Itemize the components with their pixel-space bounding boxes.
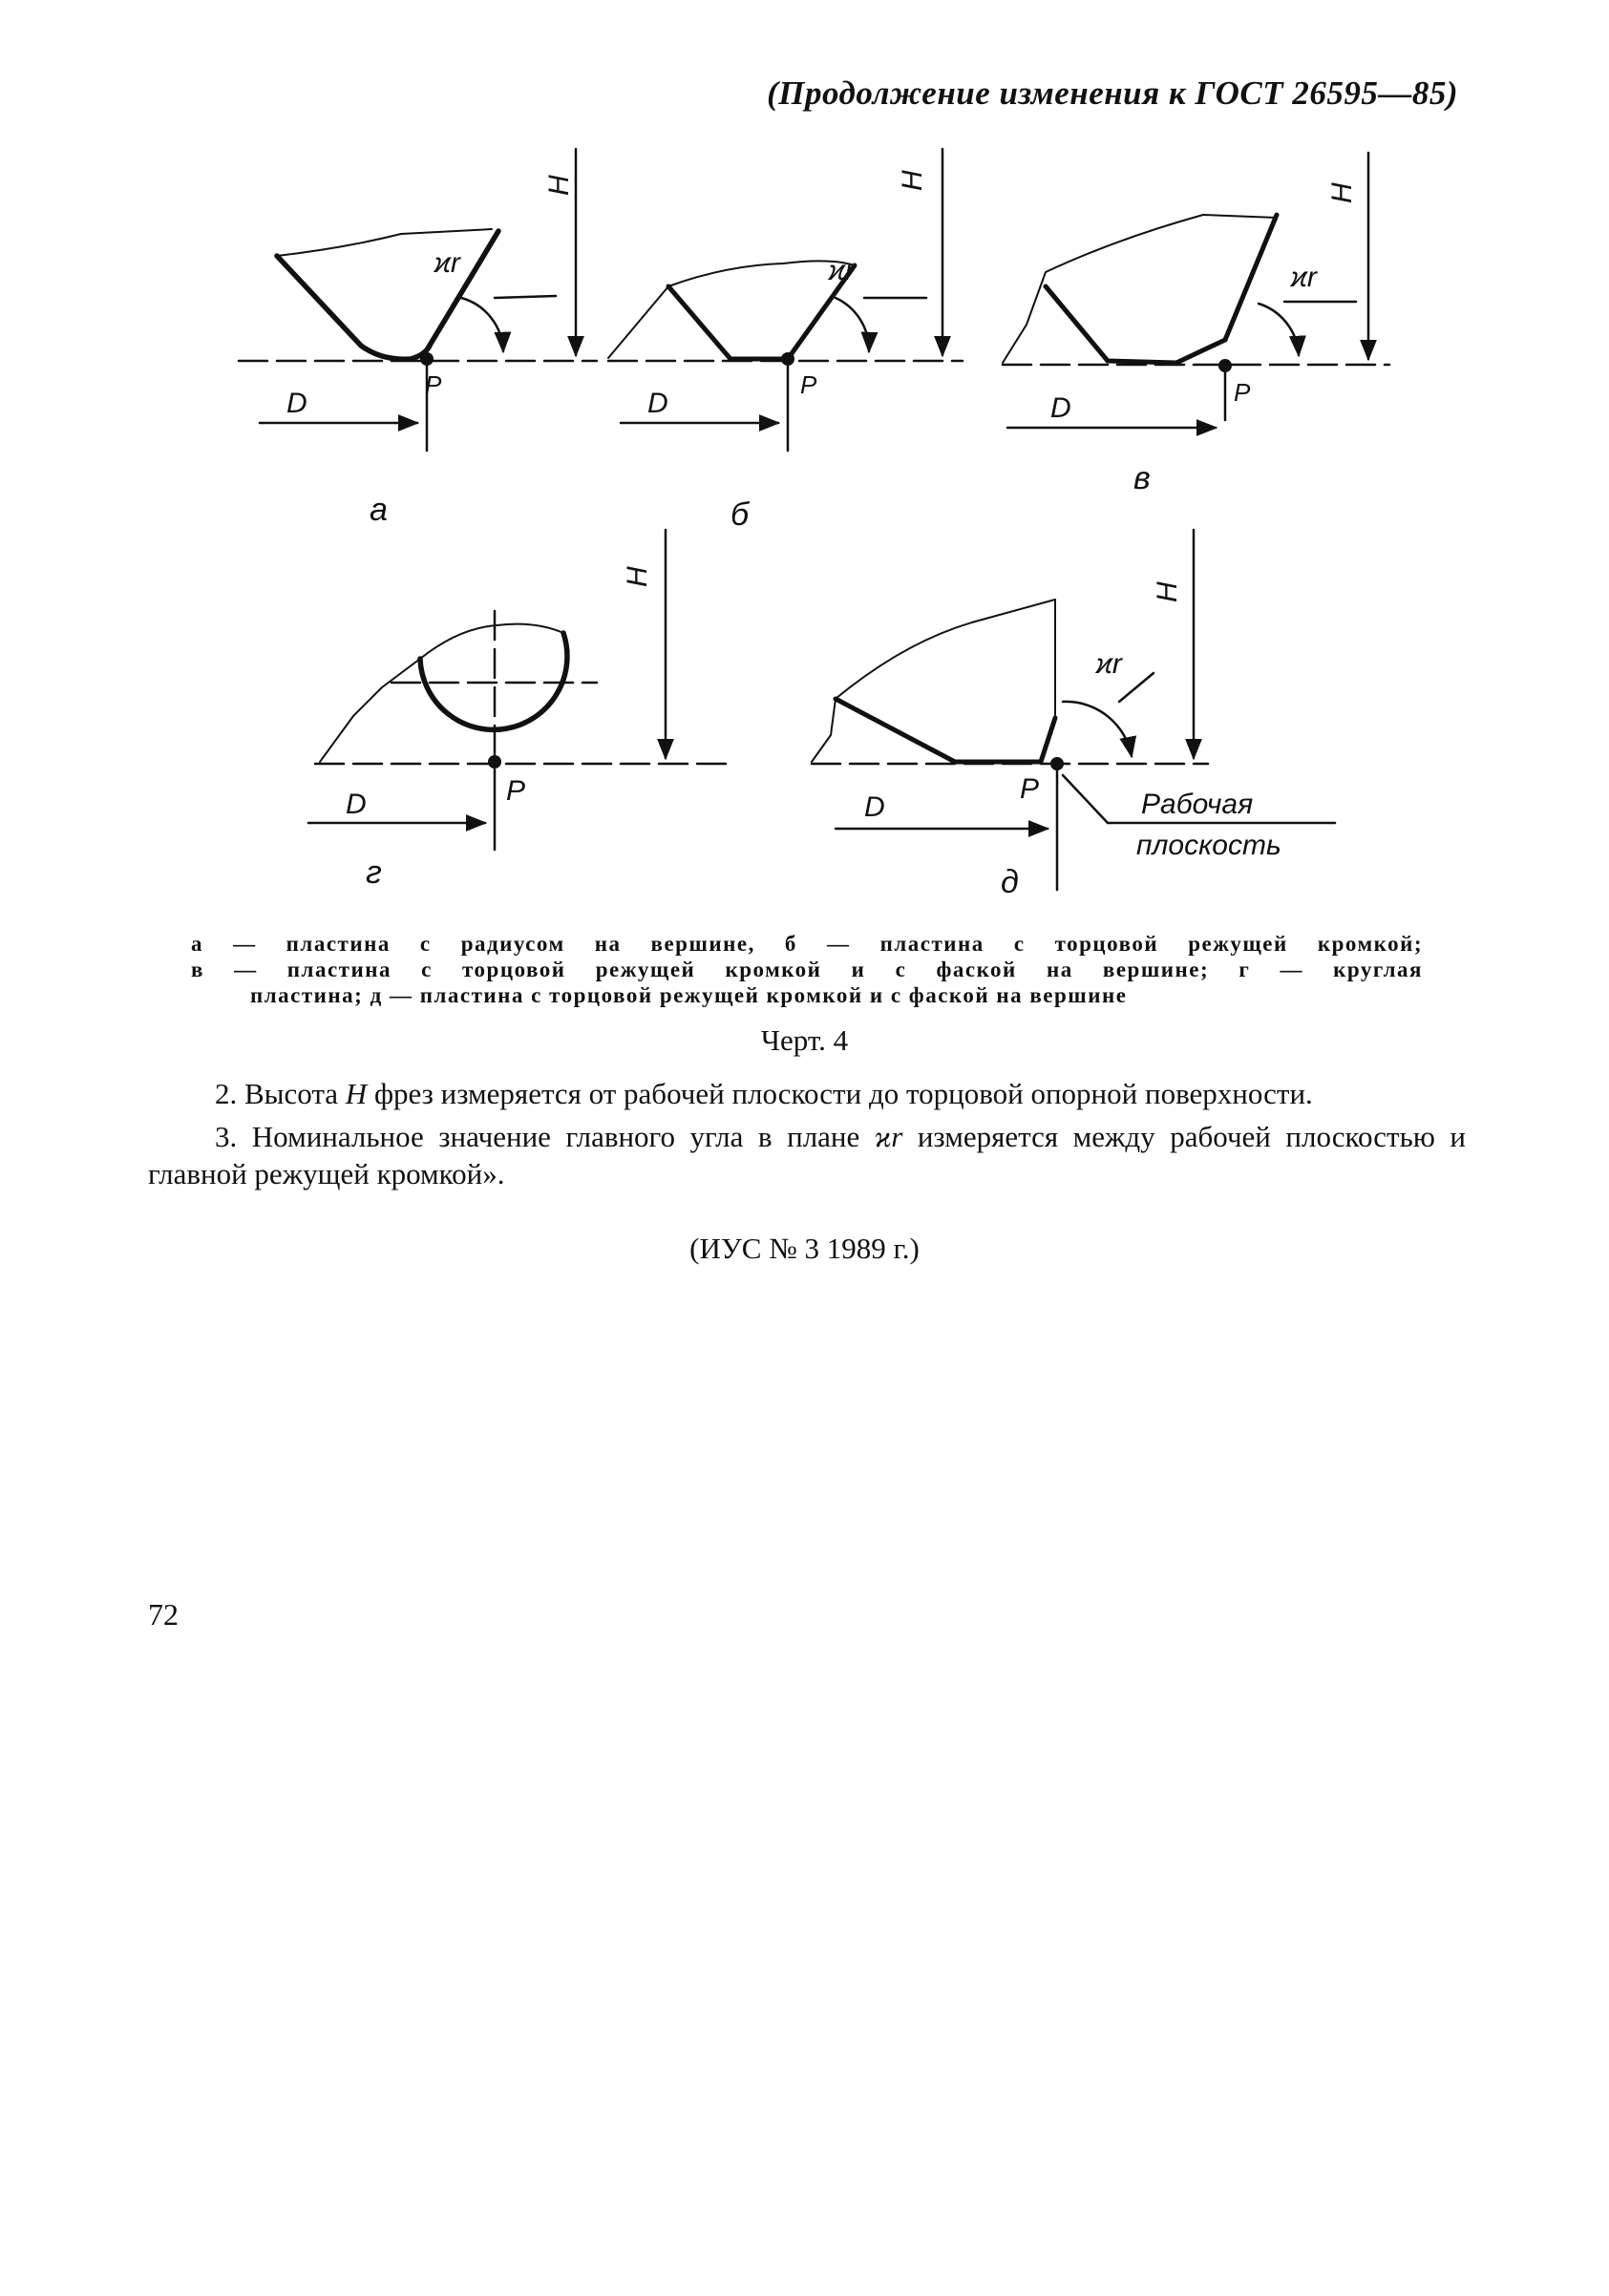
paragraph-2-variable: H bbox=[345, 1077, 368, 1110]
paragraph-3-suffix: измеряется между рабочей плоскостью и главной режущей кромкой». bbox=[148, 1120, 1466, 1190]
paragraph-2 bbox=[148, 1075, 1466, 1112]
panel-v-d-label: D bbox=[1050, 392, 1071, 424]
panel-d-d-label: D bbox=[864, 791, 885, 823]
paragraph-3-variable: ϰr bbox=[874, 1120, 903, 1153]
figure-4 bbox=[0, 0, 1609, 907]
panel-a-kr-label: ϰr bbox=[434, 247, 460, 279]
paragraph-3 bbox=[148, 1118, 1466, 1192]
panel-v-letter: в bbox=[1133, 460, 1151, 496]
panel-g-p-label: P bbox=[506, 775, 526, 807]
panel-d-kr-label: ϰr bbox=[1096, 648, 1122, 680]
panel-b-letter: б bbox=[730, 496, 750, 533]
figure-caption: Черт. 4 bbox=[760, 1023, 849, 1057]
panel-b-d-label: D bbox=[647, 388, 668, 419]
panel-a-h-label: H bbox=[543, 175, 575, 196]
legend-line-1: а — пластина с радиусом на вершине, б — пластина с торцовой режущей кромкой; bbox=[191, 932, 1423, 956]
panel-b-p-label: P bbox=[800, 370, 817, 399]
panel-a-letter: а bbox=[370, 492, 388, 528]
panel-g-d-label: D bbox=[346, 789, 367, 820]
source-reference: (ИУС № 3 1989 г.) bbox=[689, 1232, 920, 1265]
panel-g-h-label: H bbox=[622, 566, 653, 587]
legend-line-2: в — пластина с торцовой режущей кромкой и с фаской на вершине; г — круглая bbox=[191, 958, 1423, 981]
panel-v-p-label: P bbox=[1234, 378, 1251, 407]
paragraph-3-prefix: 3. Номинальное значение главного угла в плане bbox=[215, 1120, 875, 1153]
panel-d-letter: д bbox=[1001, 864, 1019, 900]
panel-d-p-label: P bbox=[1020, 773, 1040, 805]
paragraph-2-prefix: 2. Высота bbox=[215, 1077, 346, 1110]
insert-shapes-drawing bbox=[0, 0, 1609, 907]
figure-legend bbox=[191, 931, 1423, 1008]
legend-line-3: пластина; д — пластина с торцовой режущей кромкой и с фаской на вершине bbox=[250, 983, 1128, 1007]
panel-b-kr-label: ϰr bbox=[829, 255, 855, 286]
panel-b-h-label: H bbox=[897, 170, 928, 191]
working-plane-label-line2: плоскость bbox=[1136, 830, 1281, 861]
page-header: (Продолжение изменения к ГОСТ 26595—85) bbox=[767, 74, 1458, 112]
panel-a-d-label: D bbox=[286, 388, 307, 419]
working-plane-label-line1: Рабочая bbox=[1141, 789, 1254, 820]
paragraph-2-suffix: фрез измеряется от рабочей плоскости до торцовой опорной поверхности. bbox=[367, 1077, 1313, 1110]
panel-d-h-label: H bbox=[1152, 581, 1183, 602]
panel-g-letter: г bbox=[366, 854, 382, 891]
page-number: 72 bbox=[148, 1597, 179, 1632]
panel-v-kr-label: ϰr bbox=[1291, 262, 1317, 293]
panel-a-p-label: P bbox=[425, 370, 442, 399]
panel-v-h-label: H bbox=[1326, 182, 1358, 203]
body-text bbox=[148, 1075, 1466, 1198]
